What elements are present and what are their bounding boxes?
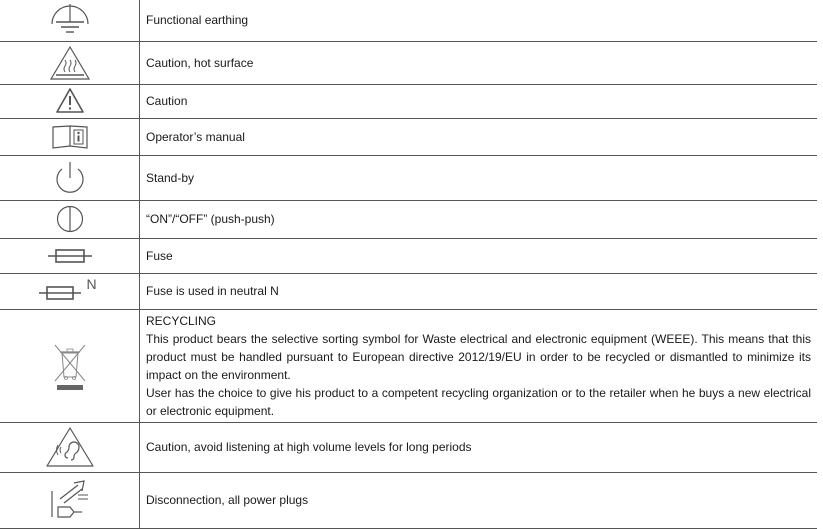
description-cell (140, 200, 818, 238)
description-cell (140, 472, 818, 528)
symbol-cell (0, 0, 140, 41)
table-row (0, 200, 817, 238)
description-cell (140, 118, 818, 155)
description-cell (140, 0, 818, 41)
hot-surface-icon (48, 44, 92, 82)
symbol-cell (0, 238, 140, 273)
functional-earthing-icon (48, 2, 92, 38)
row-text: Caution, hot surface (146, 55, 254, 70)
fuse-icon (45, 246, 95, 266)
weee-bin-icon (52, 341, 88, 391)
symbol-cell (0, 273, 140, 309)
symbol-cell (0, 155, 140, 200)
description-cell (140, 41, 818, 84)
symbol-cell (0, 309, 140, 422)
table-row (0, 155, 817, 200)
description-cell (140, 155, 818, 200)
table-row (0, 41, 817, 84)
caution-icon (55, 87, 85, 115)
row-text: Fuse is used in neutral N (146, 284, 279, 298)
symbol-cell (0, 472, 140, 528)
table-row (0, 238, 817, 273)
description-cell (140, 238, 818, 273)
row-text: Caution (146, 94, 188, 108)
description-cell (140, 422, 818, 472)
neutral-label: N (86, 276, 97, 292)
recycling-title: RECYCLING (146, 313, 217, 328)
table-row (0, 273, 817, 309)
table-row (0, 84, 817, 118)
on-off-icon (55, 204, 85, 234)
table-row (0, 422, 817, 472)
operators-manual-icon (51, 124, 89, 150)
fuse-neutral-icon (37, 283, 83, 303)
row-text: Operator’s manual (146, 129, 245, 144)
description-cell (140, 273, 818, 309)
table-row (0, 309, 817, 422)
description-cell (140, 84, 818, 118)
symbol-cell (0, 41, 140, 84)
row-text: “ON”/“OFF” (push-push) (146, 212, 275, 226)
row-text: Fuse (146, 248, 173, 263)
row-text: Functional earthing (146, 13, 249, 28)
row-text: Stand-by (146, 170, 195, 185)
table-row (0, 0, 817, 41)
fuse-neutral-symbol (37, 276, 103, 303)
row-text: Caution, avoid listening at high volume levels for long periods (146, 440, 472, 454)
row-text: Disconnection, all power plugs (146, 493, 309, 507)
symbol-cell (0, 118, 140, 155)
description-cell (140, 309, 818, 422)
hearing-caution-icon (44, 425, 96, 469)
disconnect-plugs-icon (48, 477, 92, 523)
table-row (0, 118, 817, 155)
standby-icon (52, 159, 88, 197)
table-row (0, 472, 817, 528)
symbol-cell (0, 84, 140, 118)
symbol-cell (0, 200, 140, 238)
symbol-cell (0, 422, 140, 472)
recycling-paragraph: User has the choice to give his product to a competent recycling organization or to the retailer when he buys a new electrical or electronic equipment. (146, 385, 811, 418)
recycling-paragraph: This product bears the selective sorting symbol for Waste electrical and electronic equipment (WEEE). This means that this product must be handled pursuant to European directive 2012/19/EU in order to be recycled or dismantled to minimize its impact on the environment. (146, 331, 811, 382)
